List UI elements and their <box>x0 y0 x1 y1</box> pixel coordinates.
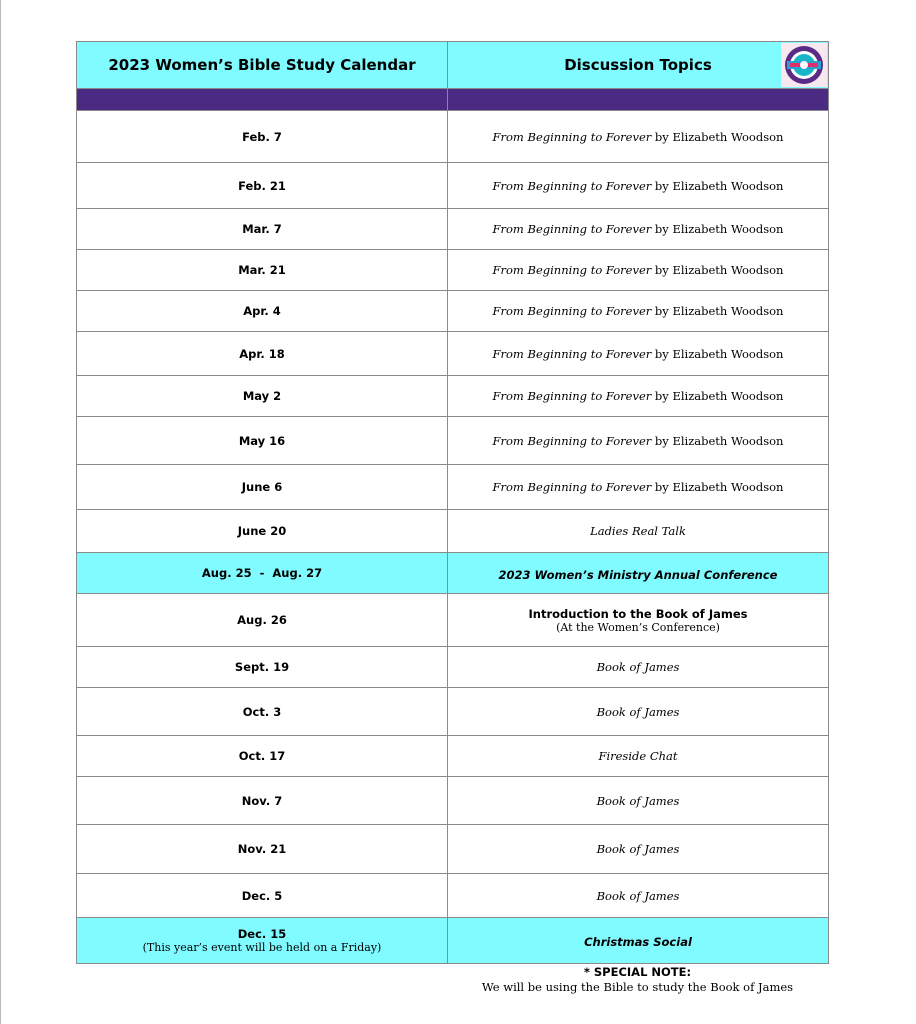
date-cell: Feb. 7 <box>77 111 448 163</box>
table-row-highlight <box>77 553 829 594</box>
table-row <box>77 736 829 777</box>
book-author: by Elizabeth Woodson <box>651 304 784 318</box>
book-title: From Beginning to Forever <box>492 263 652 277</box>
table-row <box>77 594 829 647</box>
book-author: by Elizabeth Woodson <box>651 129 784 144</box>
topic-text: Book of James <box>596 660 680 674</box>
book-title: From Beginning to Forever <box>492 178 652 193</box>
topic-cell <box>448 111 829 163</box>
date-cell: June 20 <box>77 510 448 553</box>
topic-cell <box>448 510 829 553</box>
book-author: by Elizabeth Woodson <box>651 480 784 494</box>
book-title: From Beginning to Forever <box>492 346 652 361</box>
purple-band-right <box>448 89 829 111</box>
page-edge <box>0 0 1 1024</box>
book-author: by Elizabeth Woodson <box>651 433 784 448</box>
table-row <box>77 332 829 376</box>
date-cell: Mar. 7 <box>77 209 448 250</box>
date-cell: Nov. 21 <box>77 825 448 874</box>
table-row <box>77 647 829 688</box>
topic-subtitle: (At the Women’s Conference) <box>556 620 720 634</box>
calendar-table <box>76 41 829 964</box>
table-row <box>77 777 829 825</box>
book-author: by Elizabeth Woodson <box>651 346 784 361</box>
date-cell: Nov. 7 <box>77 777 448 825</box>
topic-cell <box>448 465 829 510</box>
table-row <box>77 825 829 874</box>
table-row <box>77 209 829 250</box>
date-cell: Aug. 25 - Aug. 27 <box>77 553 448 594</box>
table-row <box>77 688 829 736</box>
purple-band-row <box>77 89 829 111</box>
book-title: From Beginning to Forever <box>492 389 652 403</box>
date-subtitle: (This year’s event will be held on a Friday) <box>142 941 382 954</box>
special-note-text: We will be using the Bible to study the Book of James <box>481 980 794 994</box>
topic-cell <box>448 163 829 209</box>
topic-text: Book of James <box>596 704 680 719</box>
date-text: Dec. 15 <box>237 927 287 941</box>
book-author: by Elizabeth Woodson <box>651 389 784 403</box>
topic-cell <box>448 417 829 465</box>
header-row <box>77 42 829 89</box>
book-author: by Elizabeth Woodson <box>651 263 784 277</box>
topic-cell <box>448 332 829 376</box>
table-row <box>77 874 829 918</box>
topic-cell <box>448 825 829 874</box>
topic-text: Christmas Social <box>584 935 692 949</box>
book-author: by Elizabeth Woodson <box>651 222 784 236</box>
date-cell: Aug. 26 <box>77 594 448 647</box>
table-row <box>77 111 829 163</box>
topic-cell <box>448 688 829 736</box>
date-cell: Apr. 18 <box>77 332 448 376</box>
date-cell: May 2 <box>77 376 448 417</box>
date-cell: Dec. 5 <box>77 874 448 918</box>
topic-text: Fireside Chat <box>598 749 678 763</box>
ministry-seal-logo-icon <box>781 43 827 87</box>
date-cell <box>77 918 448 964</box>
table-row-highlight <box>77 918 829 964</box>
topic-text: Book of James <box>596 888 680 903</box>
topic-cell <box>448 874 829 918</box>
date-cell: Oct. 3 <box>77 688 448 736</box>
table-row <box>77 510 829 553</box>
topic-text: Book of James <box>596 842 680 856</box>
topic-cell <box>448 918 829 964</box>
book-title: From Beginning to Forever <box>492 129 652 144</box>
table-row <box>77 465 829 510</box>
table-row <box>77 163 829 209</box>
date-cell: Mar. 21 <box>77 250 448 291</box>
topics-title: Discussion Topics <box>564 56 712 74</box>
topics-header-cell <box>448 42 829 89</box>
book-title: From Beginning to Forever <box>492 433 652 448</box>
book-author: by Elizabeth Woodson <box>651 178 784 193</box>
date-cell: Apr. 4 <box>77 291 448 332</box>
topic-cell <box>448 594 829 647</box>
date-cell: Sept. 19 <box>77 647 448 688</box>
topic-cell <box>448 647 829 688</box>
book-title: From Beginning to Forever <box>492 222 652 236</box>
table-row <box>77 250 829 291</box>
topic-text: 2023 Women’s Ministry Annual Conference <box>498 567 778 582</box>
table-row <box>77 417 829 465</box>
topic-title: Introduction to the Book of James <box>528 606 748 621</box>
topic-cell <box>448 376 829 417</box>
topic-cell <box>448 250 829 291</box>
topic-cell <box>448 291 829 332</box>
topic-cell <box>448 553 829 594</box>
topic-cell <box>448 209 829 250</box>
topic-text: Book of James <box>596 793 680 808</box>
date-cell: Feb. 21 <box>77 163 448 209</box>
date-cell: Oct. 17 <box>77 736 448 777</box>
special-note-title: * SPECIAL NOTE: <box>583 965 692 979</box>
table-row <box>77 291 829 332</box>
topic-cell <box>448 777 829 825</box>
date-cell: May 16 <box>77 417 448 465</box>
topic-text: Ladies Real Talk <box>590 524 686 538</box>
purple-band-left <box>77 89 448 111</box>
calendar-title: 2023 Women’s Bible Study Calendar <box>77 42 448 89</box>
table-row <box>77 376 829 417</box>
book-title: From Beginning to Forever <box>492 304 652 318</box>
date-cell: June 6 <box>77 465 448 510</box>
special-note <box>447 965 828 995</box>
topic-cell <box>448 736 829 777</box>
book-title: From Beginning to Forever <box>492 480 652 494</box>
